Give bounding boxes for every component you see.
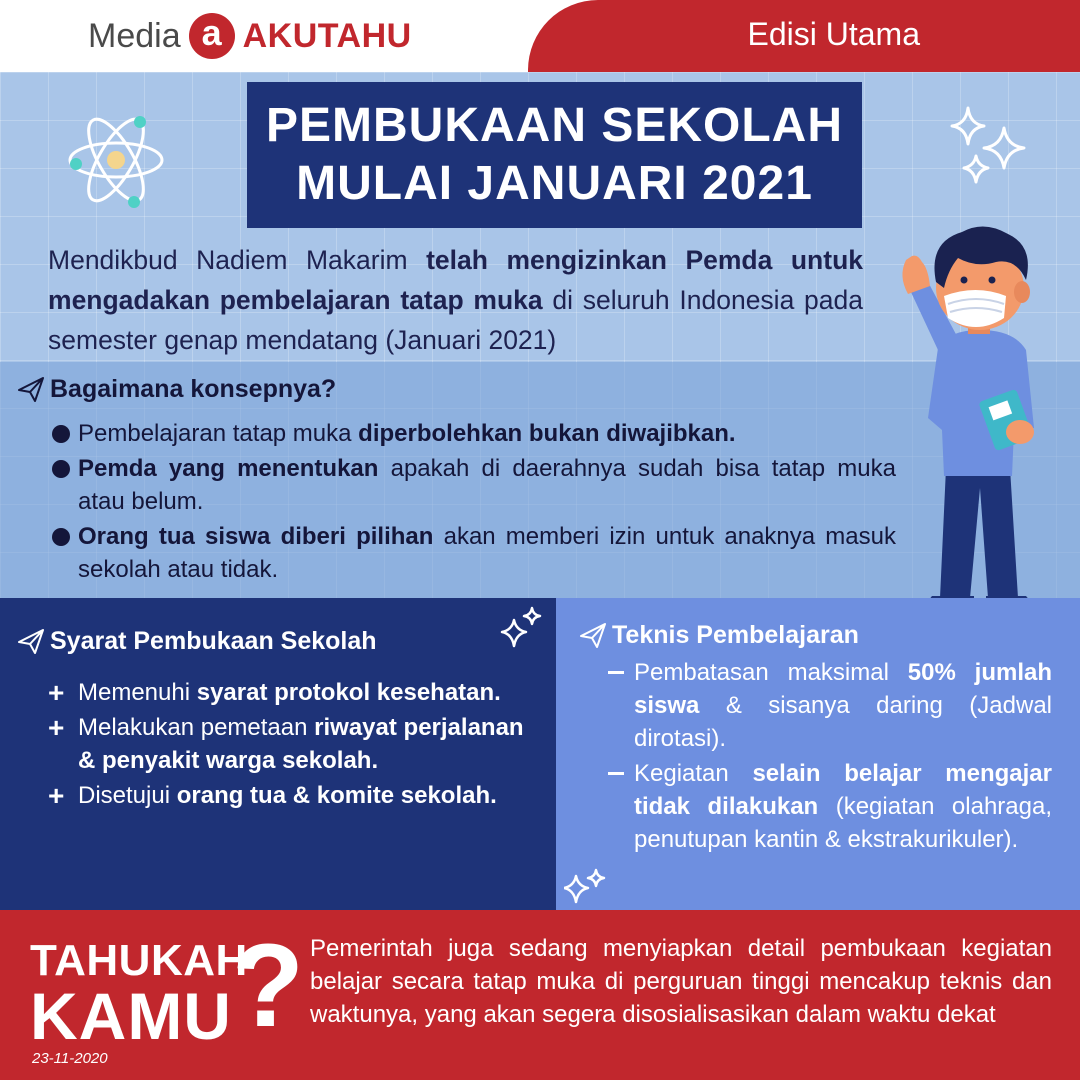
list-item: Orang tua siswa diberi pilihan akan memberi izin untuk anaknya masuk sekolah atau tidak.	[50, 520, 896, 586]
brand-logo	[88, 12, 412, 60]
paper-plane-icon	[578, 620, 608, 650]
concept-heading-text: Bagaimana konsepnya?	[50, 374, 337, 403]
list-item: + Memenuhi syarat protokol kesehatan.	[48, 677, 501, 708]
list-item: Kegiatan selain belajar mengajar tidak dilakukan (kegiatan olahraga, penutupan kantin & ekstrakurikuler).	[606, 757, 1052, 856]
publish-date: 23-11-2020	[32, 1050, 108, 1067]
list-item: + Melakukan pemetaan riwayat perjalanan & penyakit warga sekolah.	[48, 712, 524, 774]
did-you-know-word-2: KAMU	[30, 979, 232, 1053]
technical-heading	[578, 620, 859, 650]
brand-name: AKUTAHU	[242, 16, 412, 55]
sparkle-icon	[564, 866, 608, 906]
list-item: Pembatasan maksimal 50% jumlah siswa & sisanya daring (Jadwal dirotasi).	[606, 656, 1052, 755]
concept-heading	[16, 374, 336, 404]
brand-prefix: Media	[88, 16, 181, 55]
intro-text-end: di seluruh Indonesia pada semester genap mendatang (Januari 2021)	[48, 285, 864, 355]
paper-plane-icon	[16, 374, 46, 404]
requirements-panel	[0, 598, 556, 910]
title-line-2: MULAI JANUARI 2021	[296, 157, 813, 210]
edition-tab	[528, 0, 1080, 72]
concept-list	[50, 417, 896, 588]
did-you-know-title	[30, 936, 248, 1053]
intro-text: Mendikbud Nadiem Makarim	[48, 245, 427, 275]
header-bar	[0, 0, 1080, 72]
did-you-know-text: Pemerintah juga sedang menyiapkan detail pembukaan kegiatan belajar secara tatap muka di perguruan tinggi mencakup teknis dan waktunya, yang akan segera disosialisasikan dalam waktu dekat	[310, 935, 1052, 1028]
question-mark-icon: ?	[232, 920, 305, 1052]
sparkle-icon	[946, 102, 1030, 192]
requirements-heading	[16, 626, 377, 656]
did-you-know-word-1: TAHUKAH	[30, 936, 248, 985]
did-you-know-section	[0, 910, 1080, 1080]
technical-heading-text: Teknis Pembelajaran	[612, 620, 859, 649]
blueprint-section	[0, 72, 1080, 598]
list-item: + Disetujui orang tua & komite sekolah.	[48, 780, 497, 811]
atom-icon	[62, 106, 170, 214]
edition-label: Edisi Utama	[747, 16, 920, 52]
intro-highlight: telah mengizinkan Pemda untuk mengadakan pembelajaran tatap muka	[48, 245, 863, 315]
intro-paragraph	[48, 240, 863, 360]
list-item: Pemda yang menentukan apakah di daerahnya sudah bisa tatap muka atau belum.	[50, 452, 896, 518]
paper-plane-icon	[16, 626, 46, 656]
title-line-1: PEMBUKAAN SEKOLAH	[265, 99, 843, 152]
list-item: Pembelajaran tatap muka diperbolehkan bukan diwajibkan.	[50, 417, 896, 450]
technical-panel	[556, 598, 1080, 910]
title-banner	[247, 82, 862, 228]
technical-list	[606, 656, 1052, 858]
student-illustration	[888, 218, 1066, 638]
sparkle-icon	[500, 606, 544, 650]
requirements-list	[46, 676, 546, 814]
brand-logo-badge: a	[189, 13, 235, 59]
requirements-heading-text: Syarat Pembukaan Sekolah	[50, 626, 377, 655]
